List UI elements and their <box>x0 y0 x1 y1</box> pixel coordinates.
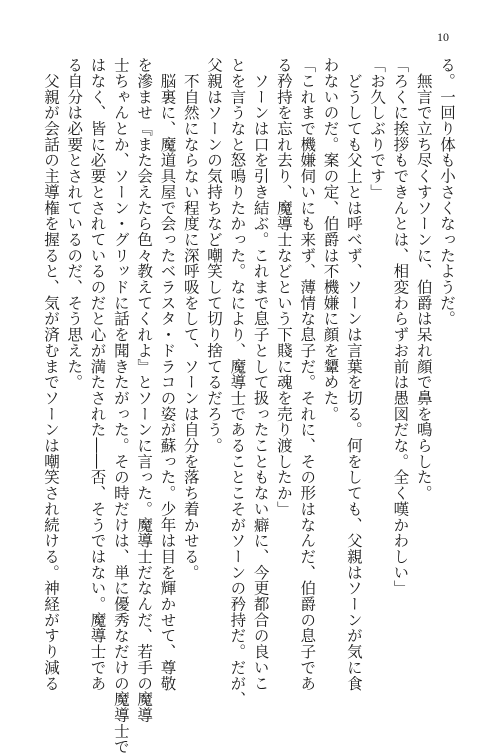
text-line: 父親はソーンの気持ちなど嘲笑して切り捨てるだろう。 <box>205 57 224 454</box>
text-line: 父親が会話の主導権を握ると、気が済むまでソーンは嘲笑され続ける。神経がすり減る <box>41 57 60 691</box>
text-line: とを言うなと怒鳴りたかった。なにより、魔導士であることこそがソーンの矜持だ。だが、 <box>228 57 247 707</box>
page-number: 10 <box>437 30 449 44</box>
text-line: る自分は必要とされているのだ、そう思えた。 <box>65 57 84 390</box>
text-line: 不自然にならない程度に深呼吸をして、ソーンは自分を落ち着かせる。 <box>181 57 200 581</box>
text-line: 「お久しぶりです」 <box>368 57 387 200</box>
text-line: を滲ませ『また会えたら色々教えてくれよ』とソーンに言った。魔導士だなんだ、若手の魔導 <box>135 57 154 723</box>
text-line: 士ちゃんとか、ソーン・グリッドに話を聞きたがった。その時だけは、単に優秀なだけの魔導士で <box>111 57 130 754</box>
text-line: 「ろくに挨拶もできんとは、相変わらずお前は愚図だな。全く嘆かわしい」 <box>391 57 410 596</box>
text-line: る矜持を忘れ去り、魔導士などという下賤に魂を売り渡したか」 <box>274 57 293 517</box>
text-line: ソーンは口を引き結ぶ。これまで息子として扱ったこともない癖に、今更都合の良いこ <box>251 57 270 691</box>
text-line: はなく、皆に必要とされているのだと心が満たされた――否、そうではない。魔導士であ <box>88 57 107 691</box>
text-line: る。一回り体も小さくなったようだ。 <box>438 57 456 327</box>
text-line: 無言で立ち尽くすソーンに、伯爵は呆れ顔で鼻を鳴らした。 <box>414 57 433 501</box>
text-line: 脳裏に、魔道具屋で会ったベラスタ・ドラコの姿が蘇った。少年は目を輝かせて、尊敬 <box>158 57 177 691</box>
text-line: どうしても父上とは呼べず、ソーンは言葉を切る。何をしても、父親はソーンが気に食 <box>344 57 363 691</box>
text-line: わないのだ。案の定、伯爵は不機嫌に顔を顰めた。 <box>321 57 340 422</box>
body-text <box>41 57 458 754</box>
text-line: 「これまで機嫌伺いにも来ず、薄情な息子だ。それに、その形はなんだ、伯爵の息子であ <box>298 57 317 691</box>
